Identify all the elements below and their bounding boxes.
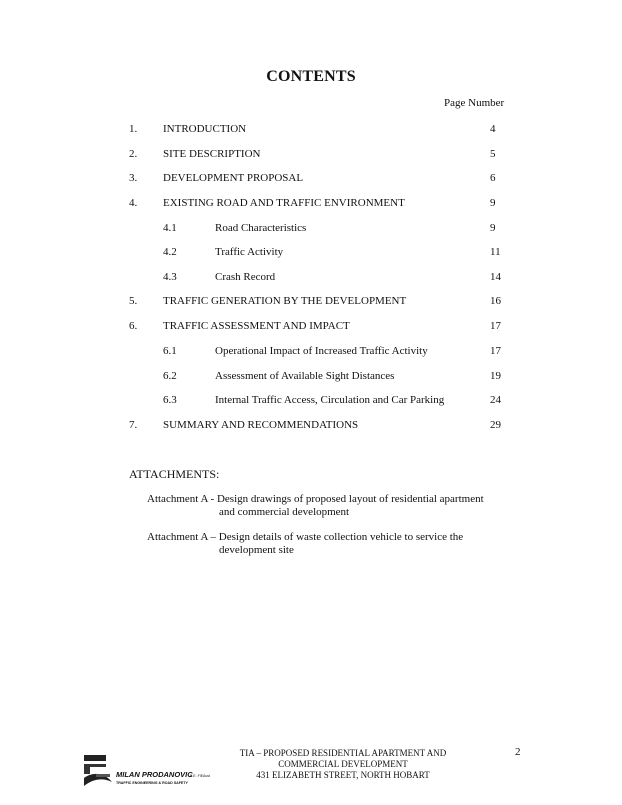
toc-number: 4.: [129, 197, 138, 209]
page-title: CONTENTS: [266, 68, 356, 85]
toc-number: 1.: [129, 123, 138, 135]
attachment-item: [147, 531, 463, 557]
toc-page: 16: [490, 295, 501, 307]
toc-label: Assessment of Available Sight Distances: [215, 370, 395, 382]
toc-number: 6.1: [163, 345, 177, 357]
footer-line: COMMERCIAL DEVELOPMENT: [278, 759, 408, 769]
footer-line: TIA – PROPOSED RESIDENTIAL APARTMENT AND: [239, 748, 447, 758]
toc-number: 6.3: [163, 394, 177, 406]
toc-number: 3.: [129, 172, 138, 184]
toc-page: 29: [490, 419, 501, 431]
toc-label: DEVELOPMENT PROPOSAL: [163, 172, 304, 184]
toc-page: 9: [490, 197, 496, 209]
toc-page: 17: [490, 320, 501, 332]
attachment-line: Attachment A – Design details of waste collection vehicle to service the: [147, 531, 464, 543]
toc-label: Operational Impact of Increased Traffic Activity: [215, 345, 428, 357]
attachment-line: Attachment A - Design drawings of proposed layout of residential apartment: [147, 493, 484, 505]
toc-number: 6.: [129, 320, 138, 332]
footer-line: 431 ELIZABETH STREET, NORTH HOBART: [256, 770, 430, 780]
toc-label: TRAFFIC ASSESSMENT AND IMPACT: [163, 320, 350, 332]
toc-number: 4.3: [163, 271, 177, 283]
toc-label: INTRODUCTION: [163, 123, 247, 135]
attachment-item: [147, 493, 484, 519]
toc-page: 6: [490, 172, 496, 184]
toc-label: EXISTING ROAD AND TRAFFIC ENVIRONMENT: [163, 197, 405, 209]
logo-name: MILAN PRODANOVIC: [116, 770, 193, 779]
toc-page: 5: [490, 148, 496, 160]
attachments-heading: ATTACHMENTS:: [129, 467, 220, 481]
page-number-header: Page Number: [444, 97, 505, 109]
toc-label: TRAFFIC GENERATION BY THE DEVELOPMENT: [163, 295, 407, 307]
toc-number: 5.: [129, 295, 138, 307]
attachment-line-continued: and commercial development: [219, 506, 350, 518]
toc-page: 17: [490, 345, 501, 357]
toc-number: 6.2: [163, 370, 177, 382]
toc-label: Traffic Activity: [215, 246, 284, 258]
toc-page: 24: [490, 394, 501, 406]
toc-label: Crash Record: [215, 271, 276, 283]
toc-label: Road Characteristics: [215, 222, 307, 234]
company-logo: [82, 752, 212, 792]
toc-number: 4.1: [163, 222, 177, 234]
logo-suffix: B.E. FIEAust: [190, 774, 211, 778]
toc-number: 4.2: [163, 246, 177, 258]
footer-page-number: 2: [515, 746, 521, 758]
footer-title: [218, 748, 468, 781]
attachment-line-continued: development site: [219, 544, 294, 556]
logo-tagline: TRAFFIC ENGINEERING & ROAD SAFETY: [116, 781, 188, 785]
toc-label: SUMMARY AND RECOMMENDATIONS: [163, 419, 359, 431]
toc-page: 11: [490, 246, 501, 258]
toc-number: 7.: [129, 419, 138, 431]
toc-label: SITE DESCRIPTION: [163, 148, 261, 160]
toc-page: 9: [490, 222, 496, 234]
toc-page: 14: [490, 271, 501, 283]
toc-number: 2.: [129, 148, 138, 160]
toc-page: 4: [490, 123, 496, 135]
toc-page: 19: [490, 370, 501, 382]
toc-label: Internal Traffic Access, Circulation and Car Parking: [215, 394, 445, 406]
logo-mark-icon: [82, 752, 212, 792]
